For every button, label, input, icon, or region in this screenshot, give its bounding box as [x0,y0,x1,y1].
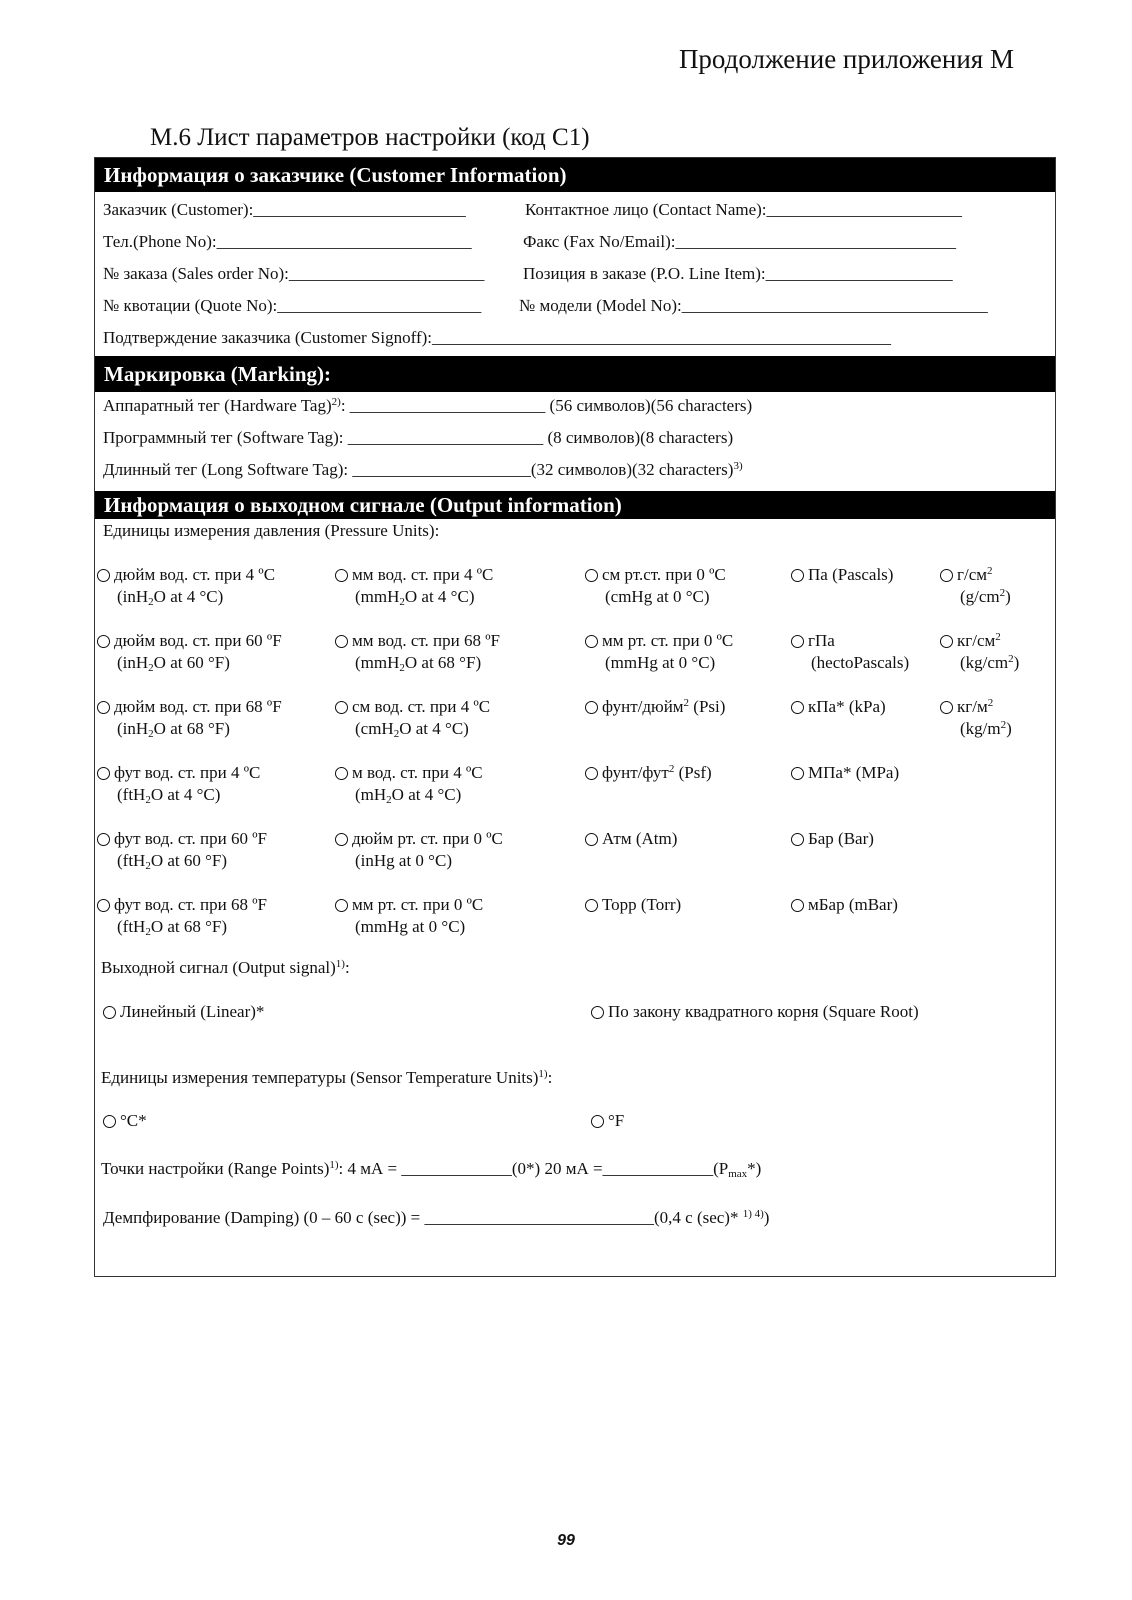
subscript: 2 [399,662,405,674]
unit-label-en: (mmHg at 0 °C) [355,917,466,936]
parameter-sheet [94,157,1056,1277]
radio-button[interactable] [940,569,953,582]
unit-psi[interactable] [585,696,725,718]
signal-square-root-option[interactable] [591,1001,919,1023]
linear-label: Линейный (Linear)* [120,1002,265,1021]
unit-label: дюйм вод. ст. при 4 ºС [114,565,276,584]
unit-mmh2o-4c[interactable] [335,564,493,608]
unit-pascals[interactable] [791,564,893,586]
celsius-label: °С* [120,1111,147,1130]
unit-label-en: O at 4 °C) [399,719,469,738]
unit-label-en: (kg/m [960,719,1001,738]
superscript: 2 [1000,719,1007,731]
customer-info-heading: Информация о заказчике (Customer Information) [95,158,1055,192]
unit-label: дюйм рт. ст. при 0 ºС [352,829,503,848]
unit-label: фунт/фут [602,763,669,782]
subscript: 2 [145,860,151,872]
radio-button[interactable] [97,833,110,846]
unit-label-en: (ftH [117,851,146,870]
unit-label: Бар (Bar) [808,829,874,848]
temp-celsius-option[interactable] [103,1110,147,1132]
unit-label: кг/см [957,631,996,650]
range-end: *) [747,1159,762,1178]
quote-no-field[interactable]: № квотации (Quote No):________________________ [103,296,482,315]
unit-mmh2o-68f[interactable] [335,630,500,674]
unit-mmhg-0c[interactable] [585,630,733,674]
unit-mpa[interactable] [791,762,899,784]
customer-signoff-field[interactable]: Подтверждение заказчика (Customer Signoff):______________________________________________________ [103,328,891,347]
footnote-ref: 1) [335,958,345,970]
damping-text: Демпфирование (Damping) (0 – 60 с (sec)) = ___________________________(0,4 с (sec)* [103,1208,743,1227]
unit-psf[interactable] [585,762,712,784]
software-tag-field[interactable]: Программный тег (Software Tag): _______________________ (8 символов)(8 characters) [103,428,734,447]
range-label: Точки настройки (Range Points) [101,1159,330,1178]
subscript: max [728,1168,748,1180]
radio-button[interactable] [791,767,804,780]
radio-button[interactable] [585,635,598,648]
range-lines: : 4 мА = _____________(0*) 20 мА =_____________(P [338,1159,729,1178]
radio-button[interactable] [335,899,348,912]
unit-label-en: O at 68 °F) [404,653,482,672]
signal-linear-option[interactable] [103,1001,264,1023]
sales-order-field[interactable]: № заказа (Sales order No):_______________________ [103,264,485,283]
unit-label: фунт/дюйм [602,697,684,716]
footnote-ref: 1) 4) [742,1208,764,1220]
subscript: 2 [145,926,151,938]
unit-label-en: O at 4 °C) [391,785,462,804]
unit-label-en: (cmHg at 0 °C) [605,587,710,606]
po-line-item-field[interactable]: Позиция в заказе (P.O. Line Item):______________________ [523,264,953,283]
footnote-ref: 3) [733,460,743,472]
unit-label: мм рт. ст. при 0 ºС [352,895,484,914]
damping-field[interactable] [103,1208,769,1228]
unit-label-en: O at 60 °F) [153,653,230,672]
radio-button[interactable] [791,569,804,582]
hardware-tag-label: Аппаратный тег (Hardware Tag) [103,396,332,415]
subscript: 2 [148,596,154,608]
radio-button[interactable] [335,833,348,846]
radio-button[interactable] [97,701,110,714]
fahrenheit-label: °F [608,1111,625,1130]
unit-atm[interactable] [585,828,677,850]
unit-label-en: (ftH [117,785,146,804]
unit-label: Торр (Torr) [602,895,682,914]
unit-label: фут вод. ст. при 4 ºС [114,763,261,782]
unit-torr[interactable] [585,894,681,916]
unit-inh2o-60f[interactable] [97,630,282,674]
range-points-field[interactable] [101,1159,761,1179]
damping-end: ) [763,1208,770,1227]
form-title: М.6 Лист параметров настройки (код С1) [150,124,590,151]
colon: : [547,1068,553,1087]
subscript: 2 [386,794,392,806]
subscript: 2 [145,794,151,806]
superscript: 2 [668,763,675,775]
superscript: 2 [995,631,1001,643]
unit-fth2o-60f[interactable] [97,828,267,872]
unit-label-en: O at 4 °C) [153,587,224,606]
hardware-tag-line: : _______________________ (56 символов)(56 characters) [340,396,753,415]
radio-button[interactable] [335,635,348,648]
unit-label-en: (ftH [117,917,146,936]
unit-label-en: ) [1005,587,1011,606]
unit-hectopascals[interactable] [791,630,909,674]
unit-label: см рт.ст. при 0 ºС [602,565,726,584]
temp-fahrenheit-option[interactable] [591,1110,624,1132]
radio-button[interactable] [791,899,804,912]
unit-label-en: (g/cm [960,587,1000,606]
unit-label: Атм (Atm) [602,829,678,848]
unit-fth2o-4c[interactable] [97,762,260,806]
unit-label: Па (Pascals) [808,565,894,584]
radio-button[interactable] [97,767,110,780]
unit-label-en: (kg/cm [960,653,1009,672]
unit-label-en: (Psi) [689,697,726,716]
unit-label: мм вод. ст. при 4 ºС [352,565,494,584]
unit-inhg-0c[interactable] [335,828,503,872]
pressure-units-label: Единицы измерения давления (Pressure Units): [103,521,440,540]
unit-label: дюйм вод. ст. при 60 ºF [114,631,282,650]
unit-label-en: (inH [117,719,149,738]
subscript: 2 [393,728,400,740]
unit-label-en: ) [1006,719,1012,738]
marking-heading: Маркировка (Marking): [95,356,1055,392]
unit-label-en: (Psf) [674,763,712,782]
superscript: 2 [987,697,994,709]
unit-label-en: O at 60 °F) [150,851,228,870]
unit-label: мм рт. ст. при 0 ºС [602,631,734,650]
unit-label-en: ) [1013,653,1020,672]
temperature-units-label [101,1068,552,1088]
long-tag-line: Длинный тег (Long Software Tag): _____________________(32 символов)(32 characters) [103,460,734,479]
unit-label-en: (mH [355,785,387,804]
unit-mmhg-0c-2[interactable] [335,894,483,938]
unit-label-en: (inH [117,587,149,606]
long-software-tag-field[interactable] [103,460,743,480]
unit-label: фут вод. ст. при 60 ºF [114,829,267,848]
output-info-heading: Информация о выходном сигнале (Output information) [95,491,1055,519]
footnote-ref: 1) [329,1159,339,1171]
unit-cmh2o-4c[interactable] [335,696,490,740]
radio-button[interactable] [585,767,598,780]
unit-label: кПа* (kPa) [808,697,886,716]
phone-field[interactable]: Тел.(Phone No):______________________________ [103,232,472,251]
customer-field[interactable]: Заказчик (Customer):_________________________ [103,200,466,219]
unit-kg-cm2[interactable] [940,630,1019,674]
unit-bar[interactable] [791,828,874,850]
footnote-ref: 2) [331,396,341,408]
unit-inh2o-68f[interactable] [97,696,282,740]
unit-label-en: (cmH [355,719,394,738]
unit-mbar[interactable] [791,894,898,916]
radio-button[interactable] [585,569,598,582]
unit-label: мБар (mBar) [808,895,898,914]
radio-button[interactable] [791,635,804,648]
unit-label-en: O at 4 °C) [404,587,475,606]
unit-label-en: O at 68 °F) [153,719,230,738]
unit-label-en: O at 4 °C) [150,785,221,804]
unit-label: мм вод. ст. при 68 ºF [352,631,500,650]
unit-kpa[interactable] [791,696,886,718]
radio-button[interactable] [791,833,804,846]
subscript: 2 [148,662,154,674]
radio-button[interactable] [940,701,953,714]
unit-label: фут вод. ст. при 68 ºF [114,895,267,914]
radio-button[interactable] [97,569,110,582]
temp-label-text: Единицы измерения температуры (Sensor Temperature Units) [101,1068,539,1087]
output-signal-label [101,958,350,978]
footnote-ref: 1) [538,1068,548,1080]
hardware-tag-field[interactable] [103,396,752,416]
radio-button[interactable] [97,635,110,648]
subscript: 2 [148,728,154,740]
unit-label: см вод. ст. при 4 ºС [352,697,491,716]
unit-label: МПа* (MPa) [808,763,900,782]
unit-label-en: (mmHg at 0 °C) [605,653,716,672]
radio-button[interactable] [585,899,598,912]
continuation-header: Продолжение приложения М [678,44,1014,74]
unit-mh2o-4c[interactable] [335,762,483,806]
radio-button[interactable] [591,1006,604,1019]
radio-button[interactable] [335,767,348,780]
radio-button[interactable] [585,701,598,714]
radio-button[interactable] [335,701,348,714]
fax-field[interactable]: Факс (Fax No/Email):_________________________________ [523,232,957,251]
superscript: 2 [1008,653,1014,665]
unit-label: гПа [808,631,835,650]
unit-cmhg-0c[interactable] [585,564,726,608]
unit-label-en: (mmH [355,587,400,606]
unit-label: кг/м [957,697,988,716]
unit-label-en: (mmH [355,653,400,672]
radio-button[interactable] [103,1115,116,1128]
radio-button[interactable] [335,569,348,582]
square-root-label: По закону квадратного корня (Square Root) [608,1002,919,1021]
radio-button[interactable] [591,1115,604,1128]
radio-button[interactable] [791,701,804,714]
unit-label: г/см [957,565,987,584]
page-number: 99 [557,1532,575,1549]
unit-label-en: (hectoPascals) [811,653,910,672]
superscript: 2 [683,697,690,709]
unit-label-en: (inH [117,653,149,672]
unit-label: м вод. ст. при 4 ºС [352,763,483,782]
unit-label-en: (inHg at 0 °C) [355,851,452,870]
radio-button[interactable] [940,635,953,648]
unit-inh2o-4c[interactable] [97,564,275,608]
colon: : [344,958,350,977]
model-no-field[interactable]: № модели (Model No):____________________________________ [519,296,988,315]
contact-name-field[interactable]: Контактное лицо (Contact Name):_______________________ [525,200,963,219]
radio-button[interactable] [103,1006,116,1019]
superscript: 2 [999,587,1006,599]
subscript: 2 [399,596,405,608]
unit-kg-m2[interactable] [940,696,1012,740]
signal-label-text: Выходной сигнал (Output signal) [101,958,336,977]
unit-g-cm2[interactable] [940,564,1011,608]
radio-button[interactable] [97,899,110,912]
unit-label: дюйм вод. ст. при 68 ºF [114,697,282,716]
radio-button[interactable] [585,833,598,846]
superscript: 2 [987,565,993,577]
unit-fth2o-68f[interactable] [97,894,267,938]
unit-label-en: O at 68 °F) [150,917,228,936]
